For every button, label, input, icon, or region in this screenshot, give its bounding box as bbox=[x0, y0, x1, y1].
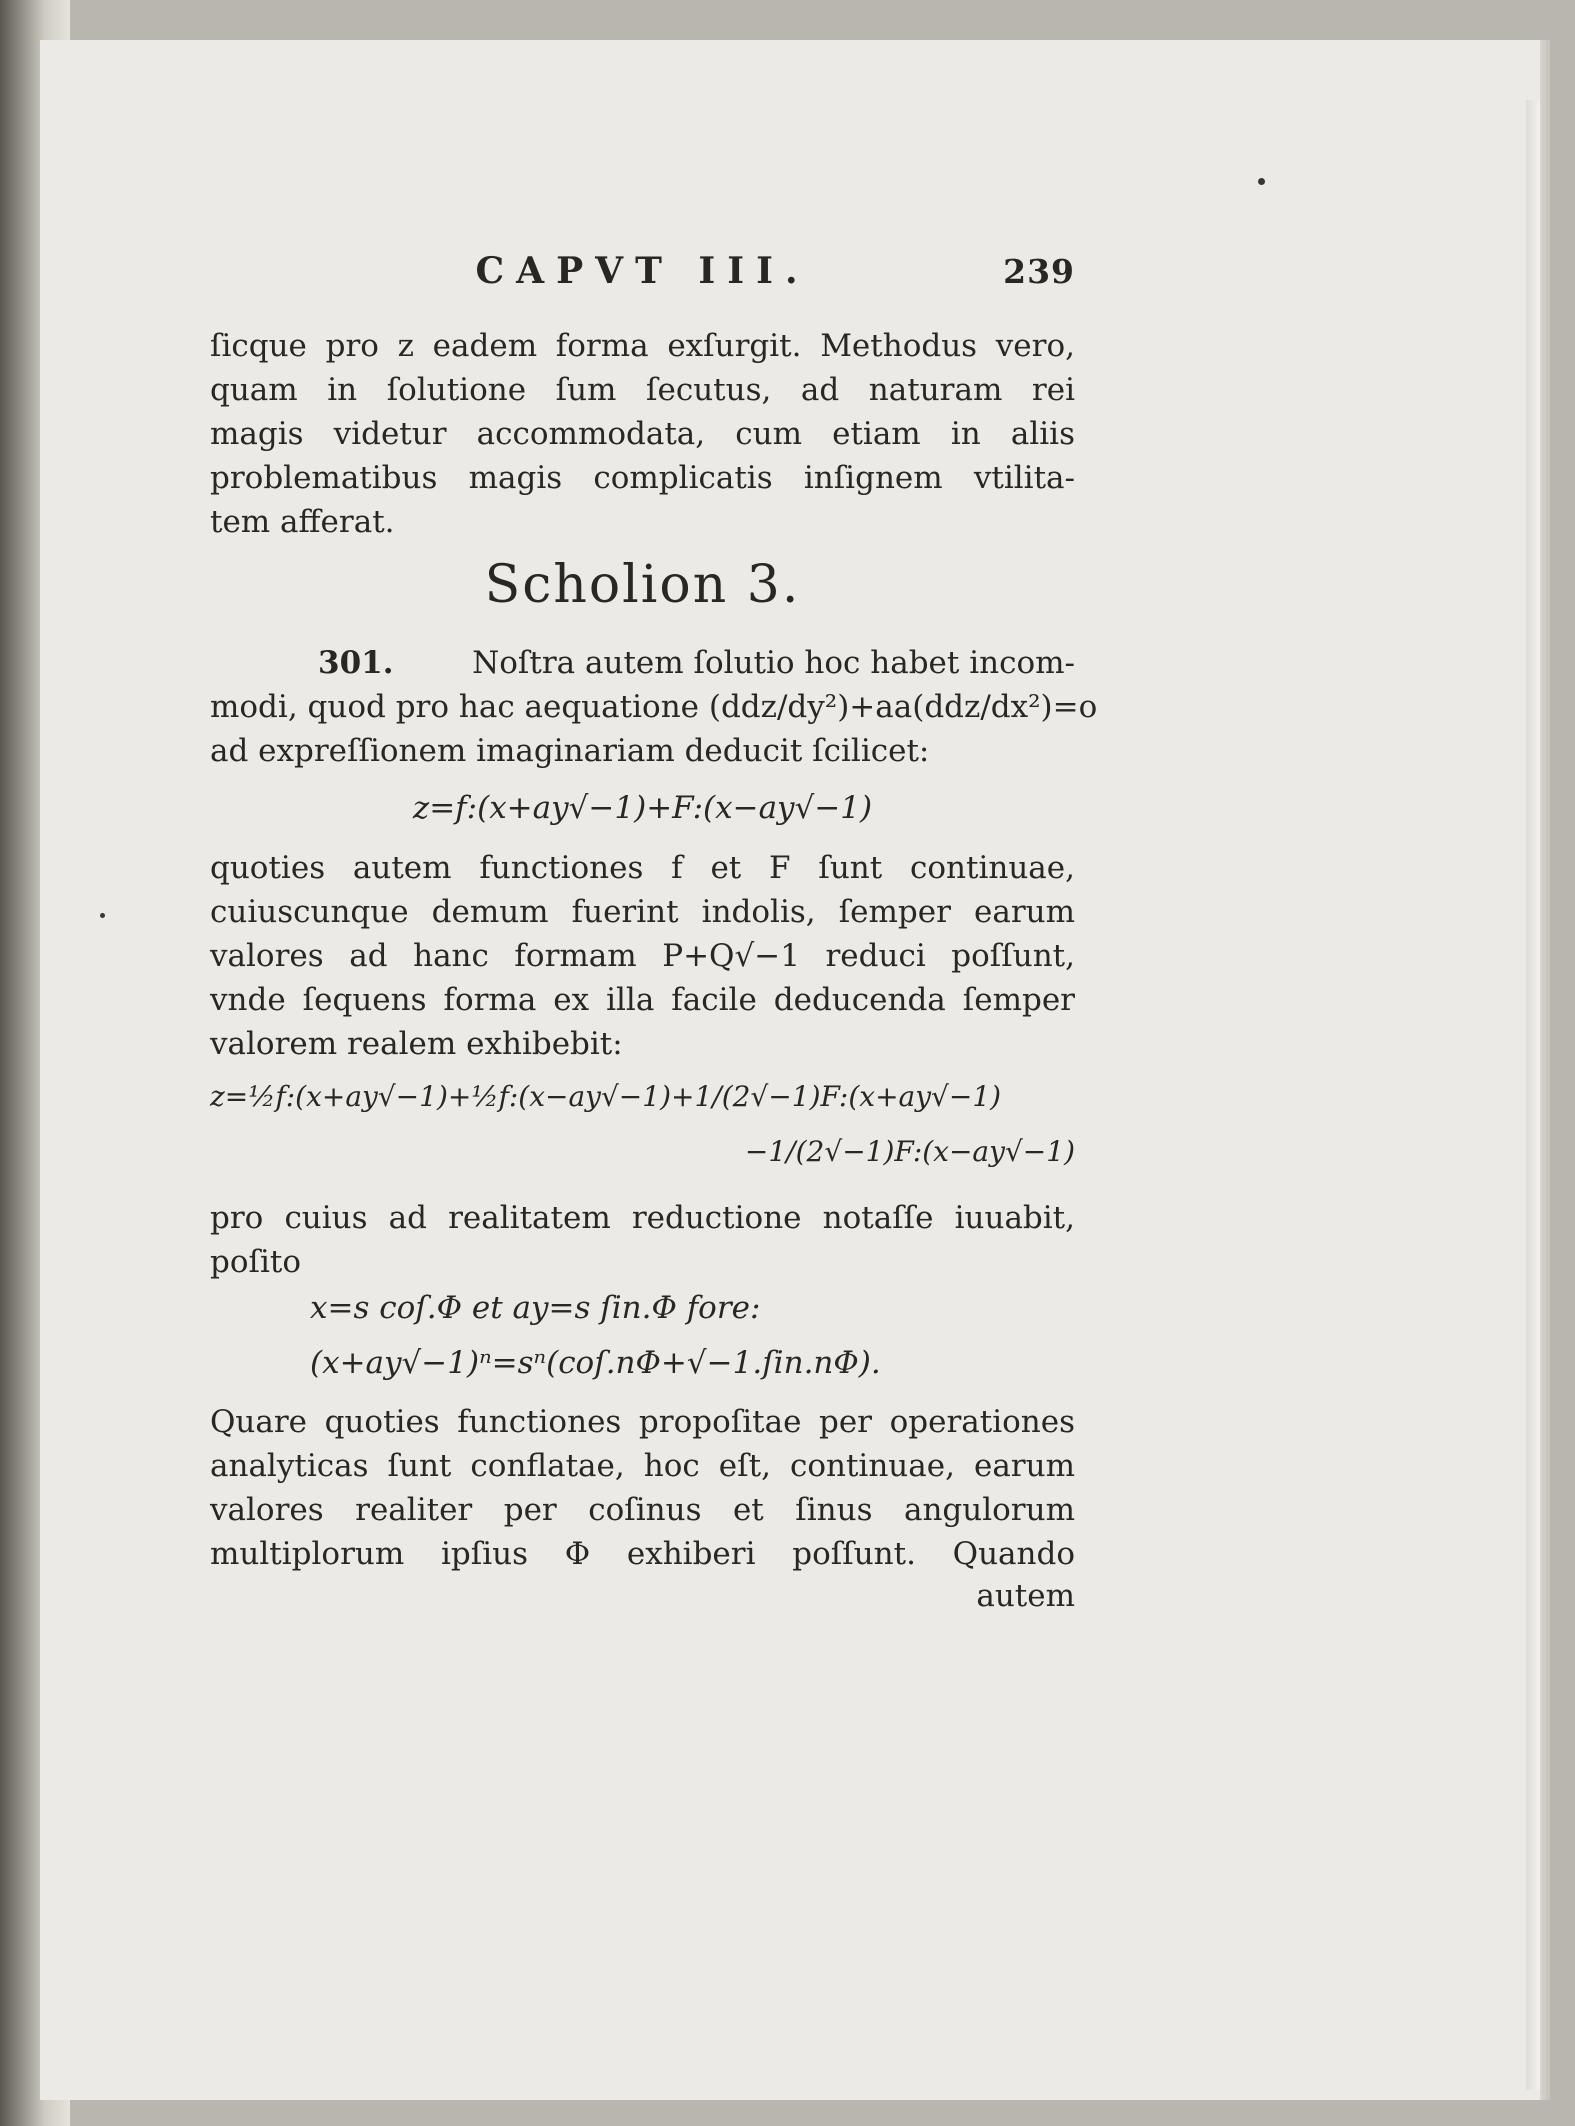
text-line: cuiuscunque demum fuerint indolis, ſemper earum bbox=[210, 894, 1075, 930]
formula-line: −1/(2√−1)F:(x−ay√−1) bbox=[744, 1135, 1075, 1168]
text-line: ſicque pro z eadem forma exſurgit. Methodus vero, bbox=[210, 328, 1075, 364]
paragraph-301-first-line bbox=[318, 645, 1075, 681]
formula-line: x=s coſ.Φ et ay=s ſin.Φ fore: bbox=[310, 1290, 761, 1326]
formula-solution: z=f:(x+ay√−1)+F:(x−ay√−1) bbox=[412, 790, 873, 826]
text-line: quoties autem functiones f et F ſunt continuae, bbox=[210, 850, 1075, 886]
text-line: problematibus magis complicatis inſignem vtilita- bbox=[210, 460, 1075, 496]
text-line: tem afferat. bbox=[210, 504, 395, 540]
text-line: valores realiter per coſinus et ſinus angulorum bbox=[210, 1492, 1075, 1528]
text-line: multiplorum ipſius Φ exhiberi poſſunt. Quando bbox=[210, 1536, 1075, 1572]
text-line: vnde ſequens forma ex illa facile deducenda ſemper bbox=[210, 982, 1075, 1018]
text-line: poſito bbox=[210, 1244, 302, 1280]
text-line: quam in ſolutione ſum ſecutus, ad naturam rei bbox=[210, 372, 1075, 408]
text-line: valorem realem exhibebit: bbox=[210, 1026, 623, 1062]
text-line: magis videtur accommodata, cum etiam in aliis bbox=[210, 416, 1075, 452]
text-line: Noſtra autem ſolutio hoc habet incom- bbox=[472, 645, 1075, 681]
formula-line: (x+ay√−1)ⁿ=sⁿ(coſ.nΦ+√−1.ſin.nΦ). bbox=[310, 1345, 881, 1381]
paragraph-number: 301. bbox=[318, 645, 394, 681]
text-line: Quare quoties functiones propoſitae per operationes bbox=[210, 1404, 1075, 1440]
page-header bbox=[210, 250, 1075, 300]
page-number: 239 bbox=[1003, 252, 1075, 291]
text-line: valores ad hanc formam P+Q√−1 reduci poſſunt, bbox=[210, 938, 1075, 974]
text-line: analyticas ſunt conflatae, hoc eſt, continuae, earum bbox=[210, 1448, 1075, 1484]
catchword: autem bbox=[976, 1578, 1075, 1614]
text-line: pro cuius ad realitatem reductione notaſſe iuuabit, bbox=[210, 1200, 1075, 1236]
text-line: modi, quod pro hac aequatione (ddz/dy²)+aa(ddz/dx²)=o bbox=[210, 689, 1098, 725]
section-heading: Scholion 3. bbox=[484, 555, 801, 615]
page-fore-edge bbox=[1526, 100, 1540, 2090]
formula-line: z=½f:(x+ay√−1)+½f:(x−ay√−1)+1/(2√−1)F:(x+ay√−1) bbox=[210, 1080, 1002, 1113]
ink-speck bbox=[100, 913, 105, 918]
running-title: CAPVT III. bbox=[475, 250, 810, 292]
ink-speck bbox=[1258, 178, 1265, 185]
text-line: ad expreſſionem imaginariam deducit ſcilicet: bbox=[210, 733, 930, 769]
